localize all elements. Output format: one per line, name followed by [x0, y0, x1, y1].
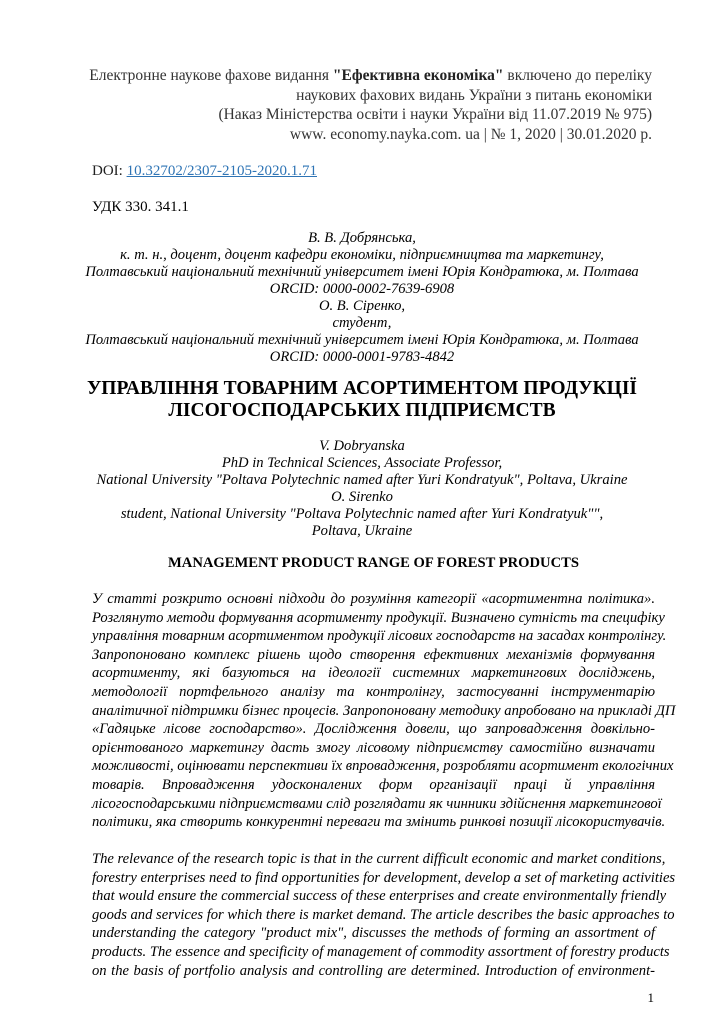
text-line: студент, [332, 315, 392, 331]
header-line-1 [89, 66, 652, 86]
title-line: УПРАВЛІННЯ ТОВАРНИМ АСОРТИМЕНТОМ ПРОДУКЦІЇ [86, 378, 638, 399]
text-line: орієнтованого маркетингу дасть змогу лісовому підприємству самостійно визначати [92, 739, 655, 756]
header-line-3: (Наказ Міністерства освіти і науки України від 11.07.2019 № 975) [218, 106, 652, 123]
text-line: Розглянуто методи формування асортименту продукції. Визначено сутність та специфіку [92, 609, 665, 626]
text-line: асортименту, які базуються на ідеології системних маркетингових досліджень, [92, 665, 655, 682]
text-line: Полтавський національний технічний університет імені Юрія Кондратюка, м. Полтава [85, 332, 639, 348]
header-line-4: www. economy.nayka.com. ua | № 1, 2020 | 30.01.2020 р. [289, 125, 652, 143]
header-text: Електронне наукове фахове видання [89, 67, 333, 84]
text-line: O. Sirenko [331, 489, 393, 505]
text-line: аналітичної підтримки бізнес процесів. Запропоновану методику апробовано на прикладі ДП [92, 702, 676, 719]
udk-code: УДК 330. 341.1 [92, 199, 189, 215]
text-line: політики, яка створить конкурентні переваги та змінить ринкові позиції лісокористувачів. [92, 814, 666, 831]
text-line: products. The essence and specificity of management of commodity assortment of forestry products [92, 943, 670, 960]
text-line: методології портфельного аналізу та контролінгу, застосуванні інструментарію [92, 683, 655, 700]
abstract-en [92, 850, 676, 980]
text-line: student, National University "Poltava Polytechnic named after Yuri Kondratyuk"", [120, 506, 604, 522]
text-line: В. В. Добрянська, [308, 230, 416, 246]
title-line: ЛІСОГОСПОДАРСЬКИХ ПІДПРИЄМСТВ [168, 400, 556, 421]
text-line: О. В. Сіренко, [318, 298, 406, 314]
text-line: к. т. н., доцент, доцент кафедри економіки, підприємництва та маркетингу, [120, 247, 604, 263]
text-line: Полтавський національний технічний університет імені Юрія Кондратюка, м. Полтава [85, 264, 639, 280]
authors-ua [62, 230, 662, 366]
text-line: У статті розкрито основні підходи до розуміння категорії «асортиментна політика». [92, 591, 655, 607]
authors-en [62, 438, 662, 540]
text-line: V. Dobryanska [319, 438, 405, 454]
doi-link[interactable]: 10.32702/2307-2105-2020.1.71 [126, 163, 317, 179]
text-line: on the basis of portfolio analysis and controlling are determined. Introduction of environment- [92, 962, 655, 979]
text-line: Poltava, Ukraine [311, 523, 413, 539]
journal-header [89, 66, 652, 144]
abstract-ua [92, 590, 676, 832]
header-text: включено до переліку [503, 67, 652, 84]
text-line: лісогосподарськими підприємствами слід розглядати як чинники здійснення маркетингової [92, 795, 662, 812]
english-title: MANAGEMENT PRODUCT RANGE OF FOREST PRODUCTS [168, 555, 579, 571]
page-number: 1 [647, 990, 654, 1005]
text-line: that would ensure the commercial success of these enterprises and create environmentally friendly [92, 888, 667, 905]
journal-name: "Ефективна економіка" [332, 67, 504, 84]
page-title [62, 378, 662, 422]
text-line: forestry enterprises need to find opportunities for development, develop a set of marketing activities [92, 869, 676, 886]
header-line-2: наукових фахових видань України з питань економіки [296, 86, 652, 104]
text-line: PhD in Technical Sciences, Associate Professor, [221, 455, 503, 471]
text-line: управління товарним асортиментом продукції лісових господарств на засадах контролінгу. [92, 628, 667, 645]
text-line: goods and services for which there is market demand. The article describes the basic approaches to [92, 906, 675, 923]
text-line: Запропоновано комплекс рішень щодо створення ефективних механізмів формування [92, 646, 655, 663]
text-line: ORCID: 0000-0001-9783-4842 [269, 349, 455, 365]
text-line: «Гадяцьке лісове господарство». Дослідження довели, що запровадження довкільно- [92, 721, 655, 738]
text-line: товарів. Впровадження удосконалених форм організації праці й управління [92, 776, 655, 793]
doi [92, 162, 317, 180]
text-line: можливості, оцінювати перспективи їх впровадження, розробляти асортимент екологічних [92, 758, 674, 775]
text-line: ORCID: 0000-0002-7639-6908 [269, 281, 455, 297]
text-line: The relevance of the research topic is that in the current difficult economic and market conditions, [92, 851, 666, 867]
text-line: understanding the category "product mix", discusses the methods of forming an assortment of [92, 925, 655, 942]
text-line: National University "Poltava Polytechnic named after Yuri Kondratyuk", Poltava, Ukraine [96, 472, 628, 488]
doi-label: DOI: [92, 163, 127, 179]
